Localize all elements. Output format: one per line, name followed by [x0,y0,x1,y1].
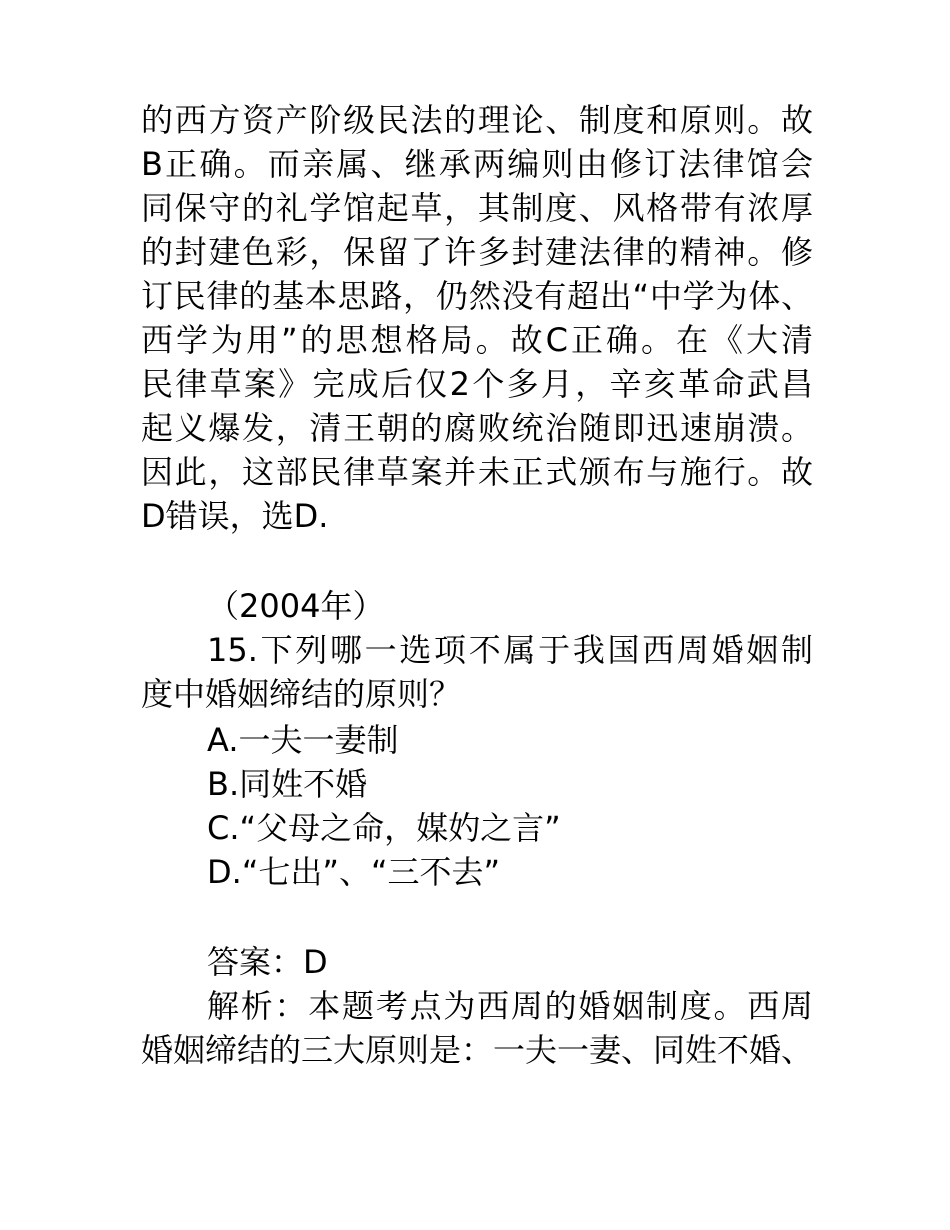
question-text: 15.下列哪一选项不属于我国西周婚姻制 [207,631,813,669]
year-label: （2004年） [207,587,385,625]
paragraph-line: D错误，选D. [141,497,329,535]
paragraph-line: 西学为用”的思想格局。故C正确。在《大清 [141,321,813,359]
paragraph-line: 因此，这部民律草案并未正式颁布与施行。故 [141,453,813,491]
option-c: C.“父母之命，媒妁之言” [207,809,561,847]
option-a: A.一夫一妻制 [207,721,399,759]
answer-text: 答案：D [207,943,328,981]
analysis-text: 解析：本题考点为西周的婚姻制度。西周 [207,987,813,1025]
paragraph-line: 的西方资产阶级民法的理论、制度和原则。故 [141,101,813,139]
question-text: 度中婚姻缔结的原则？ [141,675,462,713]
paragraph-line: B正确。而亲属、继承两编则由修订法律馆会 [141,145,813,183]
paragraph-line: 民律草案》完成后仅2个多月，辛亥革命武昌 [141,365,813,403]
paragraph-line: 的封建色彩，保留了许多封建法律的精神。修 [141,233,813,271]
paragraph-line: 订民律的基本思路，仍然没有超出“中学为体、 [141,277,813,315]
option-b: B.同姓不婚 [207,765,368,803]
paragraph-line: 同保守的礼学馆起草，其制度、风格带有浓厚 [141,189,813,227]
option-d: D.“七出”、“三不去” [207,853,501,891]
analysis-text: 婚姻缔结的三大原则是：一夫一妻、同姓不婚、 [141,1031,813,1069]
paragraph-line: 起义爆发，清王朝的腐败统治随即迅速崩溃。 [141,409,813,447]
